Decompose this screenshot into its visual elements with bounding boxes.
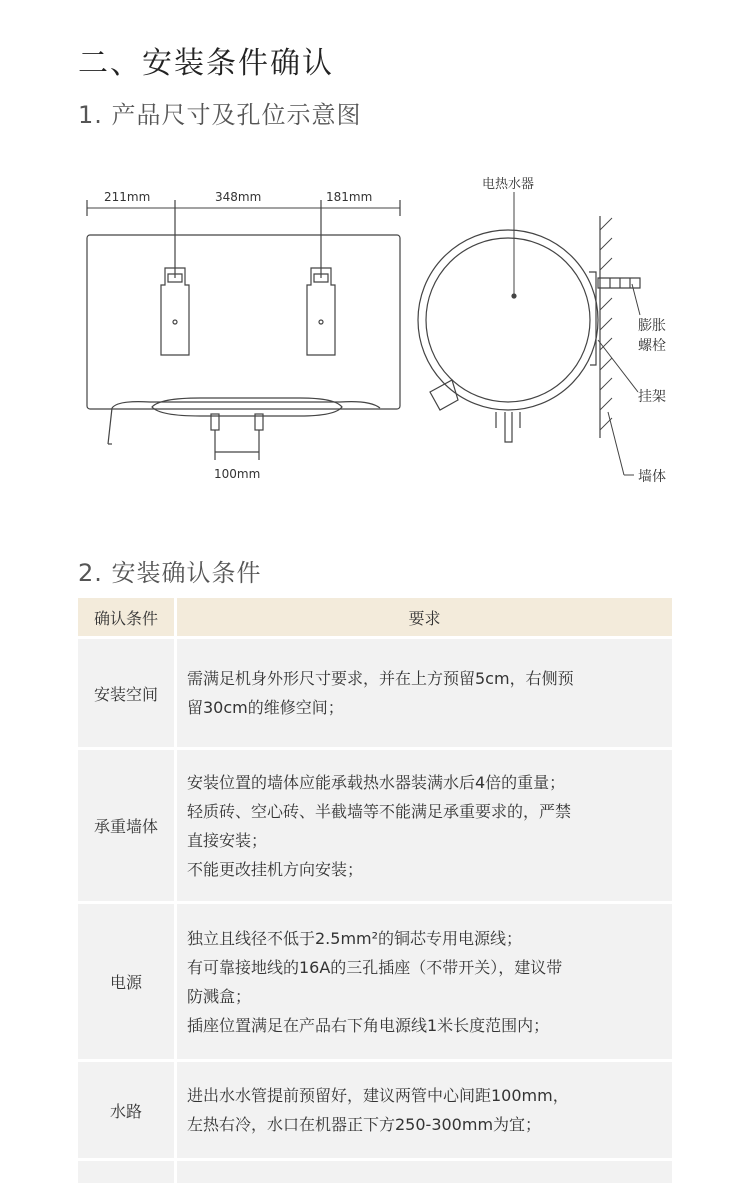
requirement-line: 插座位置满足在产品右下角电源线1米长度范围内； bbox=[187, 1015, 550, 1035]
requirement-cell bbox=[177, 639, 672, 747]
table-row bbox=[78, 1062, 672, 1158]
condition-cell: 承重墙体 bbox=[78, 750, 177, 901]
table-row bbox=[78, 639, 672, 747]
side-view bbox=[418, 192, 640, 475]
bolt-label-line1: 膨胀 bbox=[638, 318, 666, 334]
dimension-diagram bbox=[0, 160, 750, 500]
dim-right-label: 181mm bbox=[326, 190, 373, 204]
bolt-label-line2: 螺栓 bbox=[638, 338, 666, 354]
requirement-line: 轻质砖、空心砖、半截墙等不能满足承重要求的，严禁 bbox=[187, 801, 572, 821]
subsection-title-conditions: 2. 安装确认条件 bbox=[78, 559, 262, 587]
dim-mid-label: 348mm bbox=[215, 190, 262, 204]
requirement-line: 直接安装； bbox=[187, 830, 268, 850]
requirement-line: 需满足机身外形尺寸要求，并在上方预留5cm，右侧预 bbox=[187, 669, 574, 688]
table-header-row bbox=[78, 598, 672, 636]
condition-cell: 电源 bbox=[78, 904, 177, 1059]
table-row-partial bbox=[78, 1161, 672, 1183]
front-view bbox=[87, 200, 400, 460]
requirement-cell bbox=[177, 750, 672, 901]
wall-label: 墙体 bbox=[638, 469, 666, 485]
requirement-cell-empty bbox=[177, 1161, 672, 1183]
header-condition: 确认条件 bbox=[78, 598, 177, 636]
condition-cell-empty bbox=[78, 1161, 177, 1183]
requirement-line: 有可靠接地线的16A的三孔插座（不带开关），建议带 bbox=[187, 957, 563, 977]
subsection-title-dimensions: 1. 产品尺寸及孔位示意图 bbox=[78, 101, 362, 129]
requirement-line: 防溅盒； bbox=[187, 986, 252, 1006]
requirement-line: 不能更改挂机方向安装； bbox=[187, 859, 364, 879]
requirement-line: 独立且线径不低于2.5mm²的铜芯专用电源线； bbox=[187, 928, 523, 948]
dim-pipe-label: 100mm bbox=[214, 467, 261, 481]
installation-conditions-table bbox=[78, 595, 672, 1186]
requirement-line: 左热右冷，水口在机器正下方250-300mm为宜； bbox=[187, 1115, 542, 1134]
bracket-label: 挂架 bbox=[638, 389, 666, 405]
condition-cell: 水路 bbox=[78, 1062, 177, 1158]
table-row bbox=[78, 904, 672, 1059]
header-requirement: 要求 bbox=[177, 598, 672, 636]
requirement-line: 进出水水管提前预留好，建议两管中心间距100mm， bbox=[187, 1086, 569, 1105]
heater-label: 电热水器 bbox=[482, 177, 535, 192]
requirement-cell bbox=[177, 904, 672, 1059]
requirement-line: 安装位置的墙体应能承载热水器装满水后4倍的重量； bbox=[187, 772, 566, 792]
requirement-cell bbox=[177, 1062, 672, 1158]
section-title: 二、安装条件确认 bbox=[78, 46, 334, 81]
dim-left-label: 211mm bbox=[104, 190, 151, 204]
condition-cell: 安装空间 bbox=[78, 639, 177, 747]
requirement-line: 留30cm的维修空间； bbox=[187, 698, 344, 717]
table-row bbox=[78, 750, 672, 901]
